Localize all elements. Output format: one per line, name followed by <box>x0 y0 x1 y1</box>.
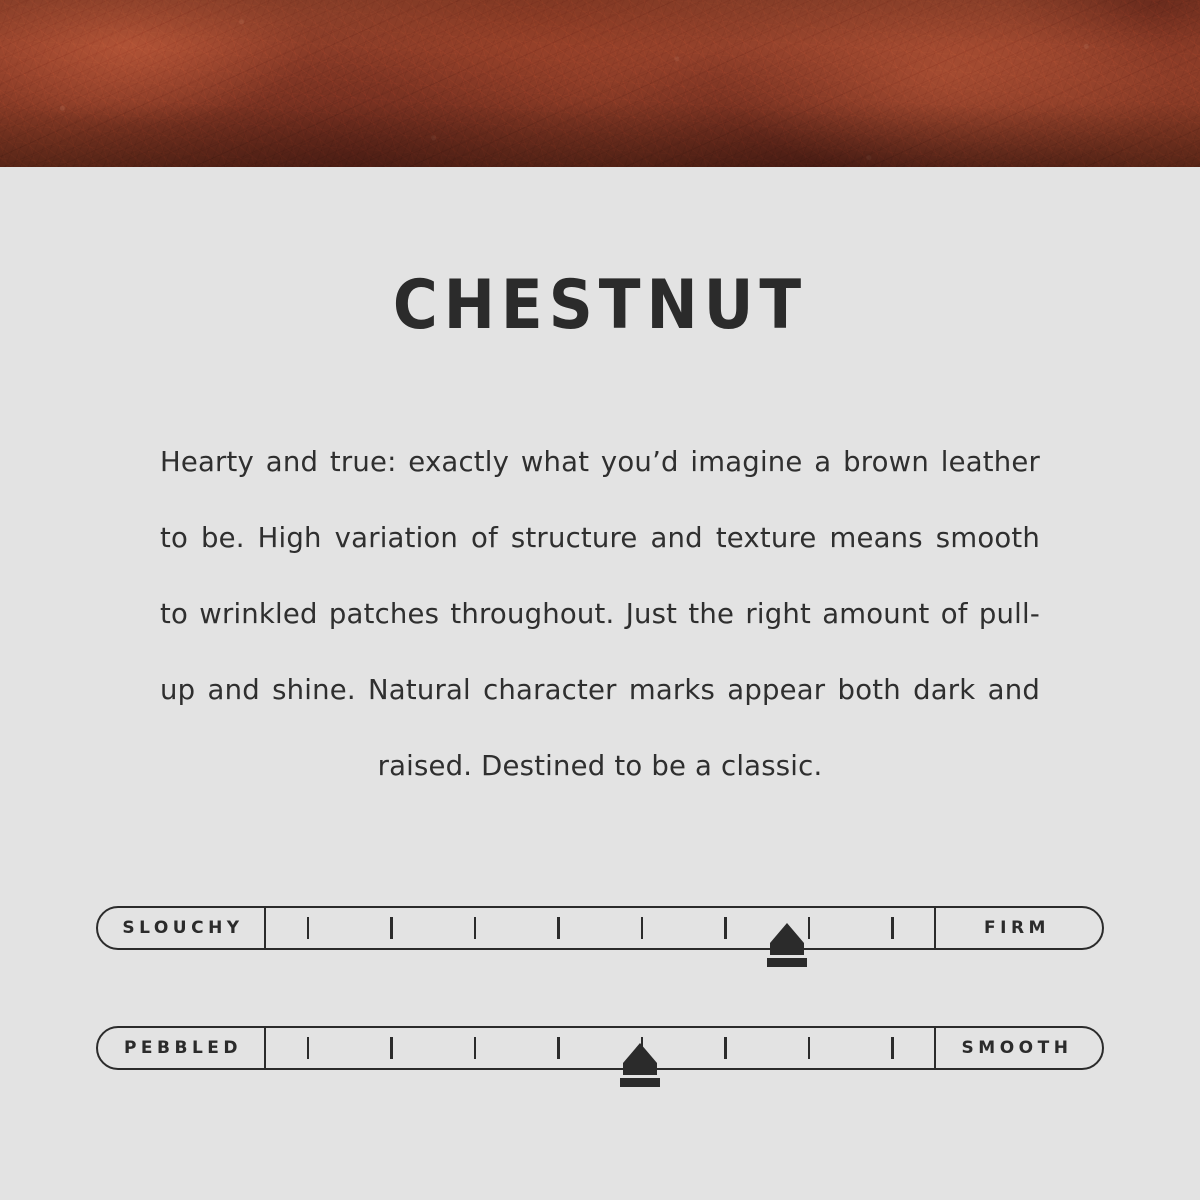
tick-mark <box>891 1037 894 1059</box>
page-title: CHESTNUT <box>392 266 808 345</box>
texture-scale-track[interactable] <box>266 1028 934 1068</box>
tick-mark <box>474 1037 477 1059</box>
marker-foot <box>767 958 807 967</box>
leather-vignette-layer <box>0 0 1200 167</box>
tick-mark <box>891 917 894 939</box>
tick-mark <box>390 917 393 939</box>
tick-mark <box>474 917 477 939</box>
tick-mark <box>307 917 310 939</box>
description-text: Hearty and true: exactly what you’d imagine a brown leather to be. High variation of structure and texture means smooth to wrinkled patches throughout. Just the right amount of pull-up and shine. Natural character marks appear both dark and raised. Destined to be a classic. <box>160 446 1040 782</box>
texture-scale-ticks <box>266 1028 934 1068</box>
marker-foot <box>620 1078 660 1087</box>
firmness-scale-right-label: FIRM <box>934 908 1102 948</box>
tick-mark <box>724 917 727 939</box>
tick-mark <box>641 1037 644 1059</box>
chestnut-leather-swatch-image <box>0 0 1200 167</box>
tick-mark <box>557 917 560 939</box>
texture-scale <box>96 1026 1104 1070</box>
tick-mark <box>557 1037 560 1059</box>
tick-mark <box>390 1037 393 1059</box>
tick-mark <box>307 1037 310 1059</box>
firmness-scale <box>96 906 1104 950</box>
tick-mark <box>641 917 644 939</box>
texture-scale-right-label: SMOOTH <box>934 1028 1102 1068</box>
tick-mark <box>808 917 811 939</box>
firmness-scale-left-label: SLOUCHY <box>98 908 266 948</box>
texture-scale-left-label: PEBBLED <box>98 1028 266 1068</box>
tick-mark <box>724 1037 727 1059</box>
firmness-scale-ticks <box>266 908 934 948</box>
firmness-scale-track[interactable] <box>266 908 934 948</box>
tick-mark <box>808 1037 811 1059</box>
